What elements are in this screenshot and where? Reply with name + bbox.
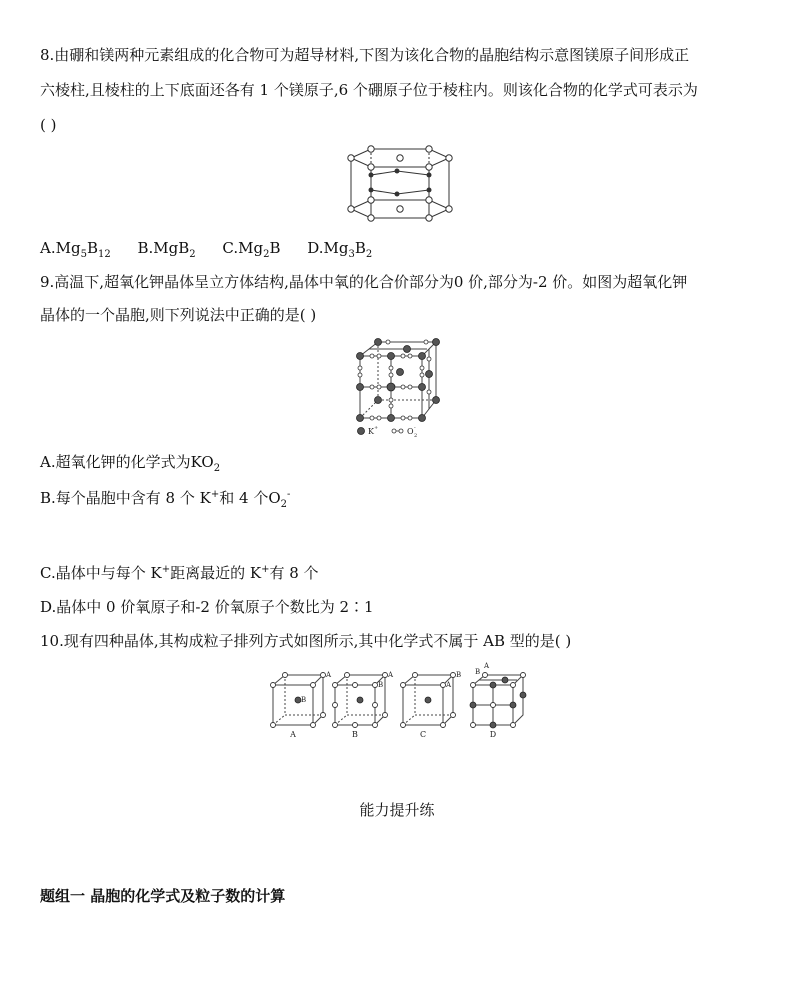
svg-text:A: A (484, 662, 490, 670)
q10-figure-label-b: B (352, 730, 358, 739)
legend-k-label: K (368, 427, 374, 436)
q9-line2: 晶体的一个晶胞,则下列说法中正确的是( ) (40, 306, 317, 324)
svg-text:A: A (326, 671, 332, 679)
q8-option-c[interactable]: $C.Mg_2B$ (222, 239, 281, 260)
q10-figure-label-d: D (489, 730, 497, 739)
q9-line1: 9.高温下,超氧化钾晶体呈立方体结构,晶体中氧的化合价部分为0 价,部分为-2 价。如图为超氧化钾 (40, 273, 688, 291)
section-title: 能力提升练 (359, 801, 435, 819)
q8-line1: 8.由硼和镁两种元素组成的化合物可为超导材料,下图为该化合物的晶胞结构示意图镁原子间形成正 (40, 46, 690, 64)
q9-option-c[interactable]: C.晶体中与每个 K+距离最近的 K+有 8 个 (40, 564, 319, 582)
legend-o-sub: 2 (414, 433, 418, 439)
svg-text:B: B (378, 681, 384, 689)
q10-line1: 10.现有四种晶体,其构成粒子排列方式如图所示,其中化学式不属于 AB 型的是( ) (40, 632, 572, 650)
q8-options (40, 238, 394, 258)
ko2-cell-figure (352, 334, 442, 439)
svg-text:A: A (446, 681, 452, 689)
q8-option-b[interactable]: B.MgB$_2$ (137, 239, 196, 260)
svg-text:A: A (388, 671, 394, 679)
legend-o-sup: - (414, 425, 416, 431)
legend-k-symbol (358, 428, 365, 435)
q8-line2: 六棱柱,且棱柱的上下底面还各有 1 个镁原子,6 个硼原子位于棱柱内。则该化合物的化学式可表示为 (40, 81, 698, 99)
q8-option-d[interactable]: $D.Mg_3B_2$ (307, 239, 373, 260)
q9-option-a[interactable]: A.超氧化钾的化学式为$KO_2$ (40, 453, 221, 474)
group-title: 题组一 晶胞的化学式及粒子数的计算 (40, 887, 286, 905)
q10-crystals-figure (265, 660, 535, 740)
svg-text:B: B (301, 696, 307, 704)
legend-o-label: O (407, 427, 414, 436)
svg-text:B: B (475, 668, 481, 676)
q9-option-d[interactable]: D.晶体中 0 价氧原子和-2 价氧原子个数比为 2∶1 (40, 598, 374, 616)
q8-option-a[interactable]: $A.Mg_5B_{12}$ (40, 239, 111, 260)
mgb2-cell-figure (345, 143, 455, 223)
q10-figure-label-c: C (419, 730, 427, 739)
legend-k-sup: + (374, 425, 379, 431)
q8-paren: ( ) (40, 116, 57, 134)
q10-figure-label-a: A (290, 730, 296, 739)
q9-option-b[interactable]: B.每个晶胞中含有 8 个 K+和 4 个$O_2^-$ (40, 489, 291, 510)
svg-text:B: B (456, 671, 462, 679)
